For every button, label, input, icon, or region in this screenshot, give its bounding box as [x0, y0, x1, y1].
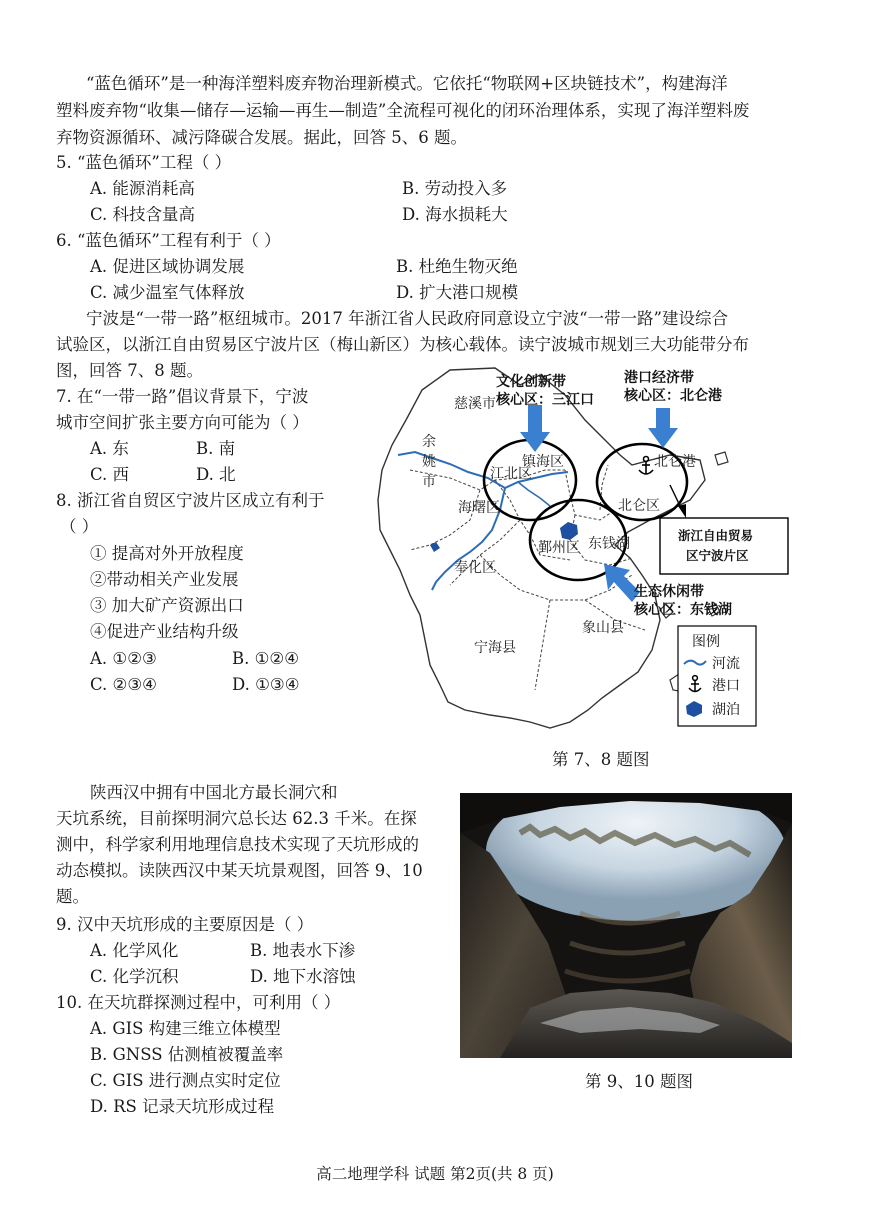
arrow-port [648, 408, 678, 448]
q8-option-a: A. ①②③ [90, 649, 157, 668]
q7-stem-line-1: 7. 在“一带一路”倡议背景下，宁波 [56, 387, 309, 406]
label-ninghai: 宁海县 [474, 640, 516, 656]
intro3-line-2: 天坑系统，目前探明洞穴总长达 62.3 千米。在探 [56, 809, 417, 828]
label-beilun-qu: 北仑区 [618, 498, 660, 514]
intro2-line-2: 试验区，以浙江自由贸易区宁波片区（梅山新区）为核心载体。读宁波城市规划三大功能带分布 [56, 335, 749, 354]
q8-stem-line-1: 8. 浙江省自贸区宁波片区成立有利于 [56, 491, 325, 510]
intro3-line-4: 动态模拟。读陕西汉中某天坑景观图，回答 9、10 [56, 861, 423, 880]
q6-option-b: B. 杜绝生物灭绝 [396, 257, 518, 276]
intro2-line-3: 图，回答 7、8 题。 [56, 361, 203, 380]
culture-belt-title: 文化创新带 [496, 374, 566, 390]
q6-option-d: D. 扩大港口规模 [396, 283, 519, 302]
q5-option-d: D. 海水损耗大 [402, 205, 508, 224]
eco-belt-title: 生态休闲带 [634, 584, 704, 600]
q10-option-b: B. GNSS 估测植被覆盖率 [90, 1045, 284, 1064]
q5-stem: 5. “蓝色循环”工程（ ） [56, 153, 232, 172]
q8-item-1: ① 提高对外开放程度 [90, 544, 244, 563]
q7-option-d: D. 北 [196, 465, 236, 484]
q7-stem-line-2: 城市空间扩张主要方向可能为（ ） [56, 413, 309, 432]
q8-item-4: ④促进产业结构升级 [90, 622, 239, 641]
q10-stem: 10. 在天坑群探测过程中，可利用（ ） [56, 993, 341, 1012]
q7-option-a: A. 东 [90, 439, 129, 458]
q10-option-d: D. RS 记录天坑形成过程 [90, 1097, 275, 1116]
ftz-box [660, 518, 788, 574]
label-cixi: 慈溪市 [454, 396, 496, 412]
port-belt-title: 港口经济带 [624, 370, 694, 386]
q9-option-c: C. 化学沉积 [90, 967, 179, 986]
intro1-line-2: 塑料废弃物“收集—储存—运输—再生—制造”全流程可视化的闭环治理体系，实现了海洋塑料废 [56, 101, 750, 120]
q9-stem: 9. 汉中天坑形成的主要原因是（ ） [56, 915, 314, 934]
ftz-box-line-2: 区宁波片区 [686, 548, 749, 563]
legend-port-label: 港口 [712, 678, 740, 694]
q5-option-b: B. 劳动投入多 [402, 179, 508, 198]
q9-option-d: D. 地下水溶蚀 [250, 967, 356, 986]
q8-stem-line-2: （ ） [60, 517, 99, 536]
label-zhenhai: 镇海区 [522, 454, 564, 470]
intro3-line-3: 测中，科学家利用地理信息技术实现了天坑形成的 [56, 835, 419, 854]
intro1-line-1: “蓝色循环”是一种海洋塑料废弃物治理新模式。它依托“物联网+区块链技术”，构建海洋 [86, 74, 728, 93]
map-caption: 第 7、8 题图 [552, 750, 650, 769]
q5-option-a: A. 能源消耗高 [90, 179, 195, 198]
intro3-line-1: 陕西汉中拥有中国北方最长洞穴和 [90, 783, 338, 802]
page-footer: 高二地理学科 试题 第2页(共 8 页) [316, 1165, 554, 1183]
label-yuyao-2: 姚 [422, 454, 436, 470]
q10-option-c: C. GIS 进行测点实时定位 [90, 1071, 281, 1090]
label-dongqianhu: 东钱湖 [588, 536, 630, 552]
q7-option-c: C. 西 [90, 465, 130, 484]
port-belt-core: 核心区：北仑港 [624, 388, 722, 404]
label-jiangbei: 江北区 [490, 466, 532, 482]
label-xiangshan: 象山县 [582, 620, 624, 636]
q10-option-a: A. GIS 构建三维立体模型 [90, 1019, 281, 1038]
culture-belt-core: 核心区：三江口 [496, 392, 594, 408]
q6-option-c: C. 减少温室气体释放 [90, 283, 245, 302]
ftz-box-line-1: 浙江自由贸易 [678, 528, 754, 543]
q8-item-2: ②带动相关产业发展 [90, 570, 239, 589]
intro2-line-1: 宁波是“一带一路”枢纽城市。2017 年浙江省人民政府同意设立宁波“一带一路”建设综合 [86, 309, 728, 328]
legend-title: 图例 [692, 634, 720, 650]
label-yinzhou: 鄞州区 [538, 540, 580, 556]
intro1-line-3: 弃物资源循环、减污降碳合发展。据此，回答 5、6 题。 [56, 128, 467, 147]
q7-option-b: B. 南 [196, 439, 236, 458]
island [715, 452, 728, 465]
q6-option-a: A. 促进区域协调发展 [90, 257, 245, 276]
photo-caption: 第 9、10 题图 [585, 1072, 693, 1091]
eco-belt-core: 核心区：东钱湖 [634, 602, 732, 618]
q9-option-b: B. 地表水下渗 [250, 941, 356, 960]
q8-option-d: D. ①③④ [232, 675, 300, 694]
q8-option-c: C. ②③④ [90, 675, 157, 694]
sinkhole-photo [460, 793, 792, 1058]
ftz-pointer-head [678, 504, 686, 518]
legend-river-label: 河流 [712, 656, 740, 672]
q8-option-b: B. ①②④ [232, 649, 299, 668]
ningbo-map [370, 360, 790, 745]
legend-lake-label: 湖泊 [712, 702, 740, 718]
intro3-line-5: 题。 [56, 887, 89, 906]
label-haishu: 海曙区 [458, 500, 500, 516]
q9-option-a: A. 化学风化 [90, 941, 179, 960]
label-beilun-gang: 北仑港 [654, 454, 696, 470]
q8-item-3: ③ 加大矿产资源出口 [90, 596, 244, 615]
q5-option-c: C. 科技含量高 [90, 205, 196, 224]
q6-stem: 6. “蓝色循环”工程有利于（ ） [56, 231, 281, 250]
label-fenghua: 奉化区 [454, 560, 496, 576]
label-yuyao-3: 市 [422, 474, 436, 490]
label-yuyao-1: 余 [422, 434, 436, 450]
